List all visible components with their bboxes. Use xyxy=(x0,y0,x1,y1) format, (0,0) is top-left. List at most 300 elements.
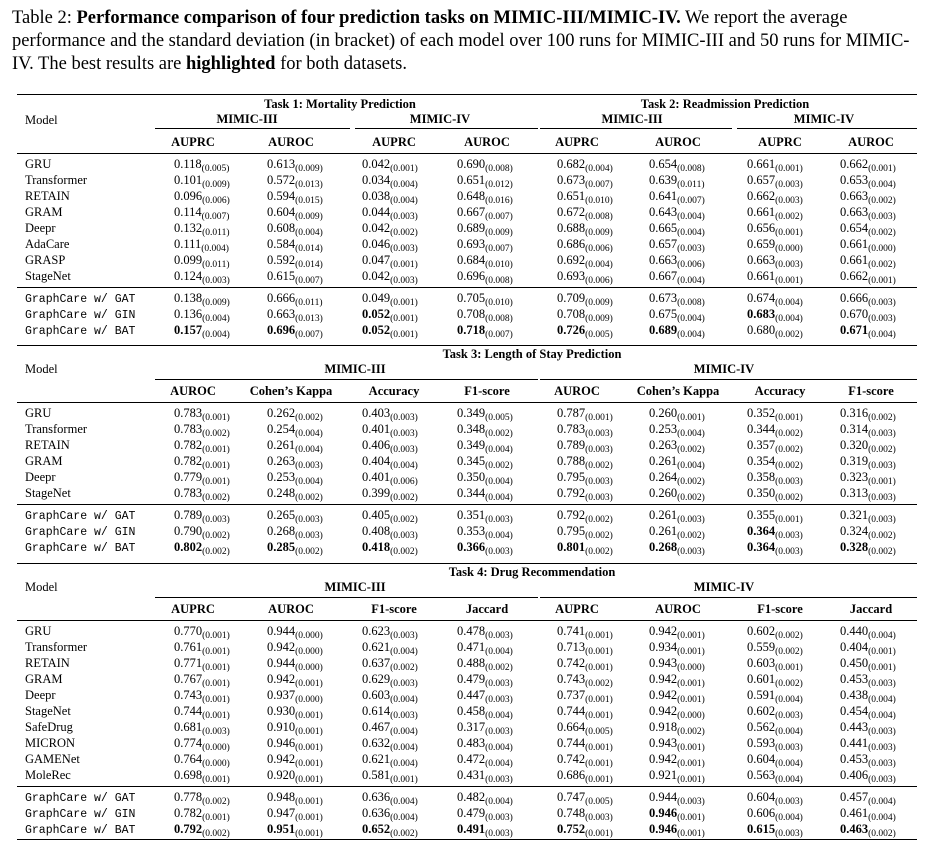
metric-std-value: 0.000 xyxy=(298,631,320,641)
metric-value: 0.661 xyxy=(840,253,869,267)
metric-std: (0.002) xyxy=(202,797,230,807)
metric-header: AUPRC xyxy=(555,135,599,149)
metric-std-value: 0.001 xyxy=(680,813,702,823)
metric-cell xyxy=(840,221,896,238)
metric-cell xyxy=(457,406,513,423)
metric-std-value: 0.004 xyxy=(393,727,415,737)
metric-value: 0.652 xyxy=(362,822,391,836)
metric-header: AUROC xyxy=(655,135,701,149)
metric-value: 0.593 xyxy=(747,736,776,750)
metric-cell xyxy=(457,307,513,324)
metric-std: (0.008) xyxy=(677,298,705,308)
metric-std: (0.005) xyxy=(585,797,613,807)
metric-value: 0.681 xyxy=(174,720,203,734)
model-name: RETAIN xyxy=(25,189,70,203)
metric-std-value: 0.005 xyxy=(588,727,610,737)
metric-cell xyxy=(174,524,230,541)
metric-std: (0.004) xyxy=(775,759,803,769)
model-name: RETAIN xyxy=(25,438,70,452)
metric-std: (0.001) xyxy=(202,711,230,721)
metric-std-value: 0.000 xyxy=(205,743,227,753)
metric-value: 0.946 xyxy=(649,822,678,836)
metric-std-value: 0.003 xyxy=(778,829,800,839)
metric-std-value: 0.002 xyxy=(588,679,610,689)
metric-cell xyxy=(649,253,705,270)
metric-cell xyxy=(174,704,230,721)
metric-std-value: 0.004 xyxy=(488,445,510,455)
metric-std: (0.002) xyxy=(485,461,513,471)
metric-std: (0.004) xyxy=(390,647,418,657)
metric-std: (0.004) xyxy=(485,477,513,487)
variant-suffix: w/ GIN xyxy=(87,526,136,539)
metric-value: 0.124 xyxy=(174,269,203,283)
metric-value: 0.686 xyxy=(557,237,586,251)
metric-value: 0.937 xyxy=(267,688,296,702)
metric-value: 0.613 xyxy=(267,157,296,171)
metric-std-value: 0.004 xyxy=(393,759,415,769)
metric-header: AUROC xyxy=(464,135,510,149)
metric-value: 0.705 xyxy=(457,291,486,305)
metric-cell xyxy=(840,486,896,503)
metric-value: 0.366 xyxy=(457,540,486,554)
metric-value: 0.708 xyxy=(457,307,486,321)
metric-cell xyxy=(840,624,896,641)
metric-std-value: 0.001 xyxy=(205,477,227,487)
metric-value: 0.636 xyxy=(362,790,391,804)
metric-std-value: 0.004 xyxy=(680,228,702,238)
metric-cell xyxy=(747,704,803,721)
metric-std: (0.003) xyxy=(868,314,896,324)
metric-std: (0.001) xyxy=(295,775,323,785)
metric-std: (0.002) xyxy=(775,631,803,641)
metric-std: (0.001) xyxy=(295,711,323,721)
metric-std: (0.003) xyxy=(677,515,705,525)
metric-cell xyxy=(362,486,418,503)
metric-value: 0.767 xyxy=(174,672,203,686)
metric-std: (0.002) xyxy=(775,330,803,340)
metric-cell xyxy=(747,470,803,487)
metric-std-value: 0.013 xyxy=(298,314,320,324)
metric-cell xyxy=(174,736,230,753)
metric-cell xyxy=(557,157,613,174)
metric-value: 0.918 xyxy=(649,720,678,734)
metric-std-value: 0.001 xyxy=(680,631,702,641)
metric-std: (0.003) xyxy=(390,711,418,721)
metric-value: 0.042 xyxy=(362,269,391,283)
metric-header: AUPRC xyxy=(555,602,599,616)
metric-value: 0.047 xyxy=(362,253,391,267)
metric-std-value: 0.001 xyxy=(205,663,227,673)
metric-cell xyxy=(747,736,803,753)
graphcare-name: GraphCare xyxy=(25,526,88,539)
metric-cell xyxy=(557,269,613,286)
metric-value: 0.643 xyxy=(649,205,678,219)
metric-std-value: 0.001 xyxy=(205,631,227,641)
section-rule xyxy=(17,563,917,564)
metric-std: (0.001) xyxy=(202,775,230,785)
metric-value: 0.663 xyxy=(747,253,776,267)
metric-cell xyxy=(557,752,613,769)
metric-cell xyxy=(649,406,705,423)
metric-cell xyxy=(840,157,896,174)
metric-cell xyxy=(649,470,705,487)
metric-value: 0.761 xyxy=(174,640,203,654)
metric-cell xyxy=(557,221,613,238)
metric-std: (0.002) xyxy=(390,547,418,557)
metric-std: (0.009) xyxy=(202,298,230,308)
metric-value: 0.563 xyxy=(747,768,776,782)
table-caption xyxy=(12,7,922,76)
metric-value: 0.946 xyxy=(267,736,296,750)
metric-std: (0.002) xyxy=(585,515,613,525)
metric-std: (0.003) xyxy=(390,679,418,689)
metric-std: (0.003) xyxy=(390,212,418,222)
metric-value: 0.665 xyxy=(649,221,678,235)
header-rule xyxy=(17,620,917,621)
metric-std-value: 0.000 xyxy=(778,244,800,254)
metric-value: 0.774 xyxy=(174,736,203,750)
model-header: Model xyxy=(25,580,58,594)
metric-value: 0.441 xyxy=(840,736,869,750)
metric-header: AUROC xyxy=(170,384,216,398)
metric-cell xyxy=(649,269,705,286)
metric-cell xyxy=(747,672,803,689)
metric-std-value: 0.002 xyxy=(393,663,415,673)
metric-std: (0.001) xyxy=(295,727,323,737)
metric-std-value: 0.009 xyxy=(588,298,610,308)
metric-std-value: 0.001 xyxy=(393,330,415,340)
metric-value: 0.603 xyxy=(362,688,391,702)
metric-cell xyxy=(457,438,513,455)
metric-std-value: 0.004 xyxy=(393,180,415,190)
metric-std-value: 0.002 xyxy=(871,196,893,206)
metric-cell xyxy=(557,540,613,557)
metric-std-value: 0.001 xyxy=(298,813,320,823)
metric-cell xyxy=(557,720,613,737)
metric-std: (0.002) xyxy=(868,260,896,270)
metric-std-value: 0.001 xyxy=(588,663,610,673)
metric-cell xyxy=(840,422,896,439)
metric-std: (0.004) xyxy=(390,813,418,823)
metric-cell xyxy=(362,540,418,557)
metric-value: 0.261 xyxy=(649,454,678,468)
metric-std-value: 0.011 xyxy=(680,180,702,190)
metric-value: 0.482 xyxy=(457,790,486,804)
metric-std-value: 0.004 xyxy=(871,330,893,340)
metric-std: (0.003) xyxy=(390,429,418,439)
metric-std-value: 0.009 xyxy=(298,164,320,174)
metric-cell xyxy=(267,253,323,270)
metric-std: (0.003) xyxy=(295,515,323,525)
metric-value: 0.693 xyxy=(557,269,586,283)
metric-value: 0.934 xyxy=(649,640,678,654)
metric-std: (0.000) xyxy=(295,695,323,705)
metric-cell xyxy=(557,768,613,785)
metric-cell xyxy=(649,806,705,823)
metric-std-value: 0.002 xyxy=(871,445,893,455)
graphcare-name: GraphCare xyxy=(25,792,88,805)
metric-std: (0.001) xyxy=(202,647,230,657)
metric-std: (0.001) xyxy=(677,829,705,839)
metric-cell xyxy=(649,688,705,705)
metric-value: 0.604 xyxy=(747,752,776,766)
metric-std: (0.001) xyxy=(775,413,803,423)
metric-cell xyxy=(267,237,323,254)
metric-value: 0.591 xyxy=(747,688,776,702)
metric-cell xyxy=(649,768,705,785)
metric-std: (0.002) xyxy=(775,647,803,657)
metric-value: 0.657 xyxy=(649,237,678,251)
metric-std-value: 0.016 xyxy=(488,196,510,206)
metric-std-value: 0.003 xyxy=(871,212,893,222)
metric-std: (0.002) xyxy=(295,413,323,423)
metric-cell xyxy=(267,454,323,471)
metric-std-value: 0.004 xyxy=(488,743,510,753)
metric-std: (0.003) xyxy=(677,244,705,254)
metric-value: 0.344 xyxy=(457,486,486,500)
metric-value: 0.254 xyxy=(267,422,296,436)
metric-std: (0.002) xyxy=(868,196,896,206)
metric-std-value: 0.004 xyxy=(488,647,510,657)
dataset-underline xyxy=(155,597,538,598)
metric-cell xyxy=(457,157,513,174)
metric-cell xyxy=(557,253,613,270)
metric-value: 0.741 xyxy=(557,624,586,638)
metric-std: (0.001) xyxy=(677,647,705,657)
model-name: Deepr xyxy=(25,221,56,235)
metric-value: 0.408 xyxy=(362,524,391,538)
metric-std: (0.004) xyxy=(775,727,803,737)
metric-std-value: 0.003 xyxy=(778,531,800,541)
dataset-underline xyxy=(355,128,538,129)
metric-std: (0.003) xyxy=(775,797,803,807)
metric-value: 0.261 xyxy=(649,508,678,522)
model-name: RETAIN xyxy=(25,656,70,670)
metric-std-value: 0.003 xyxy=(488,695,510,705)
model-name: GAMENet xyxy=(25,752,80,766)
metric-std: (0.001) xyxy=(677,759,705,769)
metric-std-value: 0.004 xyxy=(778,759,800,769)
metric-value: 0.661 xyxy=(747,269,776,283)
metric-value: 0.942 xyxy=(649,752,678,766)
metric-value: 0.355 xyxy=(747,508,776,522)
metric-std-value: 0.001 xyxy=(778,663,800,673)
metric-std: (0.008) xyxy=(677,164,705,174)
metric-cell xyxy=(649,454,705,471)
metric-cell xyxy=(557,672,613,689)
metric-std-value: 0.011 xyxy=(205,260,227,270)
caption-prefix: Table 2: xyxy=(12,8,77,28)
metric-cell xyxy=(362,406,418,423)
metric-cell xyxy=(174,624,230,641)
metric-std-value: 0.002 xyxy=(393,515,415,525)
metric-std: (0.014) xyxy=(295,244,323,254)
metric-std-value: 0.009 xyxy=(588,314,610,324)
metric-cell xyxy=(267,806,323,823)
metric-value: 0.692 xyxy=(557,253,586,267)
metric-value: 0.920 xyxy=(267,768,296,782)
metric-value: 0.261 xyxy=(649,524,678,538)
metric-std-value: 0.001 xyxy=(393,260,415,270)
metric-std-value: 0.003 xyxy=(871,515,893,525)
metric-cell xyxy=(267,640,323,657)
metric-std: (0.001) xyxy=(390,775,418,785)
metric-value: 0.559 xyxy=(747,640,776,654)
metric-std-value: 0.000 xyxy=(205,759,227,769)
metric-std: (0.001) xyxy=(775,276,803,286)
metric-cell xyxy=(362,806,418,823)
metric-std-value: 0.003 xyxy=(488,631,510,641)
metric-cell xyxy=(457,736,513,753)
metric-std: (0.004) xyxy=(775,314,803,324)
metric-std: (0.004) xyxy=(390,196,418,206)
metric-std: (0.001) xyxy=(295,813,323,823)
metric-std-value: 0.007 xyxy=(488,330,510,340)
metric-std-value: 0.002 xyxy=(205,797,227,807)
metric-std-value: 0.002 xyxy=(488,461,510,471)
metric-value: 0.602 xyxy=(747,624,776,638)
metric-std: (0.004) xyxy=(390,695,418,705)
metric-cell xyxy=(267,672,323,689)
metric-std: (0.003) xyxy=(868,743,896,753)
graphcare-variant-name xyxy=(25,291,135,307)
metric-std: (0.001) xyxy=(868,647,896,657)
metric-std-value: 0.002 xyxy=(205,829,227,839)
metric-std-value: 0.003 xyxy=(298,515,320,525)
metric-value: 0.440 xyxy=(840,624,869,638)
metric-value: 0.944 xyxy=(267,624,296,638)
caption-suffix: for both datasets. xyxy=(275,54,407,74)
model-name: GRU xyxy=(25,624,52,638)
metric-cell xyxy=(267,524,323,541)
metric-std-value: 0.004 xyxy=(488,759,510,769)
metric-value: 0.253 xyxy=(649,422,678,436)
metric-header: Cohen’s Kappa xyxy=(249,384,333,398)
header-rule xyxy=(17,153,917,154)
metric-cell xyxy=(267,221,323,238)
metric-cell xyxy=(457,173,513,190)
metric-value: 0.354 xyxy=(747,454,776,468)
metric-std-value: 0.002 xyxy=(680,477,702,487)
metric-cell xyxy=(747,422,803,439)
metric-std: (0.006) xyxy=(390,477,418,487)
caption-highlight: highlighted xyxy=(186,54,276,74)
metric-std-value: 0.003 xyxy=(393,531,415,541)
metric-value: 0.349 xyxy=(457,438,486,452)
metric-std-value: 0.004 xyxy=(871,797,893,807)
metric-std-value: 0.010 xyxy=(588,196,610,206)
metric-value: 0.943 xyxy=(649,656,678,670)
metric-value: 0.581 xyxy=(362,768,391,782)
metric-std-value: 0.001 xyxy=(393,164,415,174)
metric-value: 0.263 xyxy=(649,438,678,452)
metric-std: (0.007) xyxy=(485,244,513,254)
metric-cell xyxy=(747,524,803,541)
metric-value: 0.602 xyxy=(747,704,776,718)
metric-value: 0.491 xyxy=(457,822,486,836)
metric-value: 0.779 xyxy=(174,470,203,484)
metric-value: 0.118 xyxy=(174,157,202,171)
metric-std-value: 0.006 xyxy=(205,196,227,206)
metric-value: 0.443 xyxy=(840,720,869,734)
metric-std-value: 0.004 xyxy=(871,813,893,823)
metric-std-value: 0.012 xyxy=(488,180,510,190)
model-name: StageNet xyxy=(25,269,71,283)
metric-std: (0.001) xyxy=(202,413,230,423)
metric-cell xyxy=(457,790,513,807)
metric-std: (0.008) xyxy=(585,212,613,222)
metric-std-value: 0.009 xyxy=(298,212,320,222)
metric-std-value: 0.005 xyxy=(204,164,227,174)
metric-std-value: 0.001 xyxy=(588,711,610,721)
dataset-header: MIMIC-III xyxy=(601,112,663,126)
metric-std: (0.000) xyxy=(868,244,896,254)
metric-value: 0.044 xyxy=(362,205,391,219)
metric-std: (0.009) xyxy=(295,164,323,174)
metric-std-value: 0.003 xyxy=(393,244,415,254)
metric-value: 0.789 xyxy=(174,508,203,522)
metric-std: (0.003) xyxy=(485,775,513,785)
metric-value: 0.764 xyxy=(174,752,203,766)
metric-value: 0.401 xyxy=(362,470,391,484)
metric-cell xyxy=(649,790,705,807)
metric-std: (0.003) xyxy=(775,743,803,753)
metric-value: 0.942 xyxy=(267,672,296,686)
metric-cell xyxy=(747,173,803,190)
metric-std-value: 0.001 xyxy=(298,775,320,785)
task-title: Task 1: Mortality Prediction xyxy=(264,97,416,111)
metric-std-value: 0.003 xyxy=(778,196,800,206)
metric-cell xyxy=(267,205,323,222)
metric-value: 0.604 xyxy=(267,205,296,219)
metric-std: (0.001) xyxy=(295,679,323,689)
metric-std: (0.001) xyxy=(677,631,705,641)
metric-cell xyxy=(174,221,230,238)
metric-header: AUROC xyxy=(268,135,314,149)
metric-std-value: 0.003 xyxy=(488,829,510,839)
metric-value: 0.483 xyxy=(457,736,486,750)
metric-value: 0.910 xyxy=(267,720,296,734)
metric-std: (0.001) xyxy=(390,330,418,340)
metric-std-value: 0.002 xyxy=(778,647,800,657)
metric-std-value: 0.007 xyxy=(298,330,320,340)
metric-std: (0.006) xyxy=(585,244,613,254)
metric-value: 0.265 xyxy=(267,508,296,522)
metric-cell xyxy=(457,269,513,286)
metric-cell xyxy=(747,438,803,455)
metric-value: 0.667 xyxy=(649,269,678,283)
metric-std-value: 0.004 xyxy=(871,695,893,705)
metric-std: (0.002) xyxy=(390,829,418,839)
metric-std: (0.011) xyxy=(202,260,230,270)
metric-value: 0.052 xyxy=(362,323,391,337)
metric-value: 0.136 xyxy=(174,307,203,321)
metric-value: 0.787 xyxy=(557,406,586,420)
metric-cell xyxy=(362,624,418,641)
metric-cell xyxy=(649,672,705,689)
metric-std: (0.008) xyxy=(485,314,513,324)
metric-std-value: 0.004 xyxy=(778,314,800,324)
metric-std: (0.003) xyxy=(295,531,323,541)
metric-header: AUPRC xyxy=(372,135,416,149)
metric-cell xyxy=(840,704,896,721)
metric-std: (0.002) xyxy=(202,547,230,557)
metric-value: 0.321 xyxy=(840,508,869,522)
metric-std-value: 0.003 xyxy=(871,759,893,769)
metric-std: (0.002) xyxy=(677,445,705,455)
metric-value: 0.942 xyxy=(649,688,678,702)
metric-value: 0.651 xyxy=(557,189,586,203)
